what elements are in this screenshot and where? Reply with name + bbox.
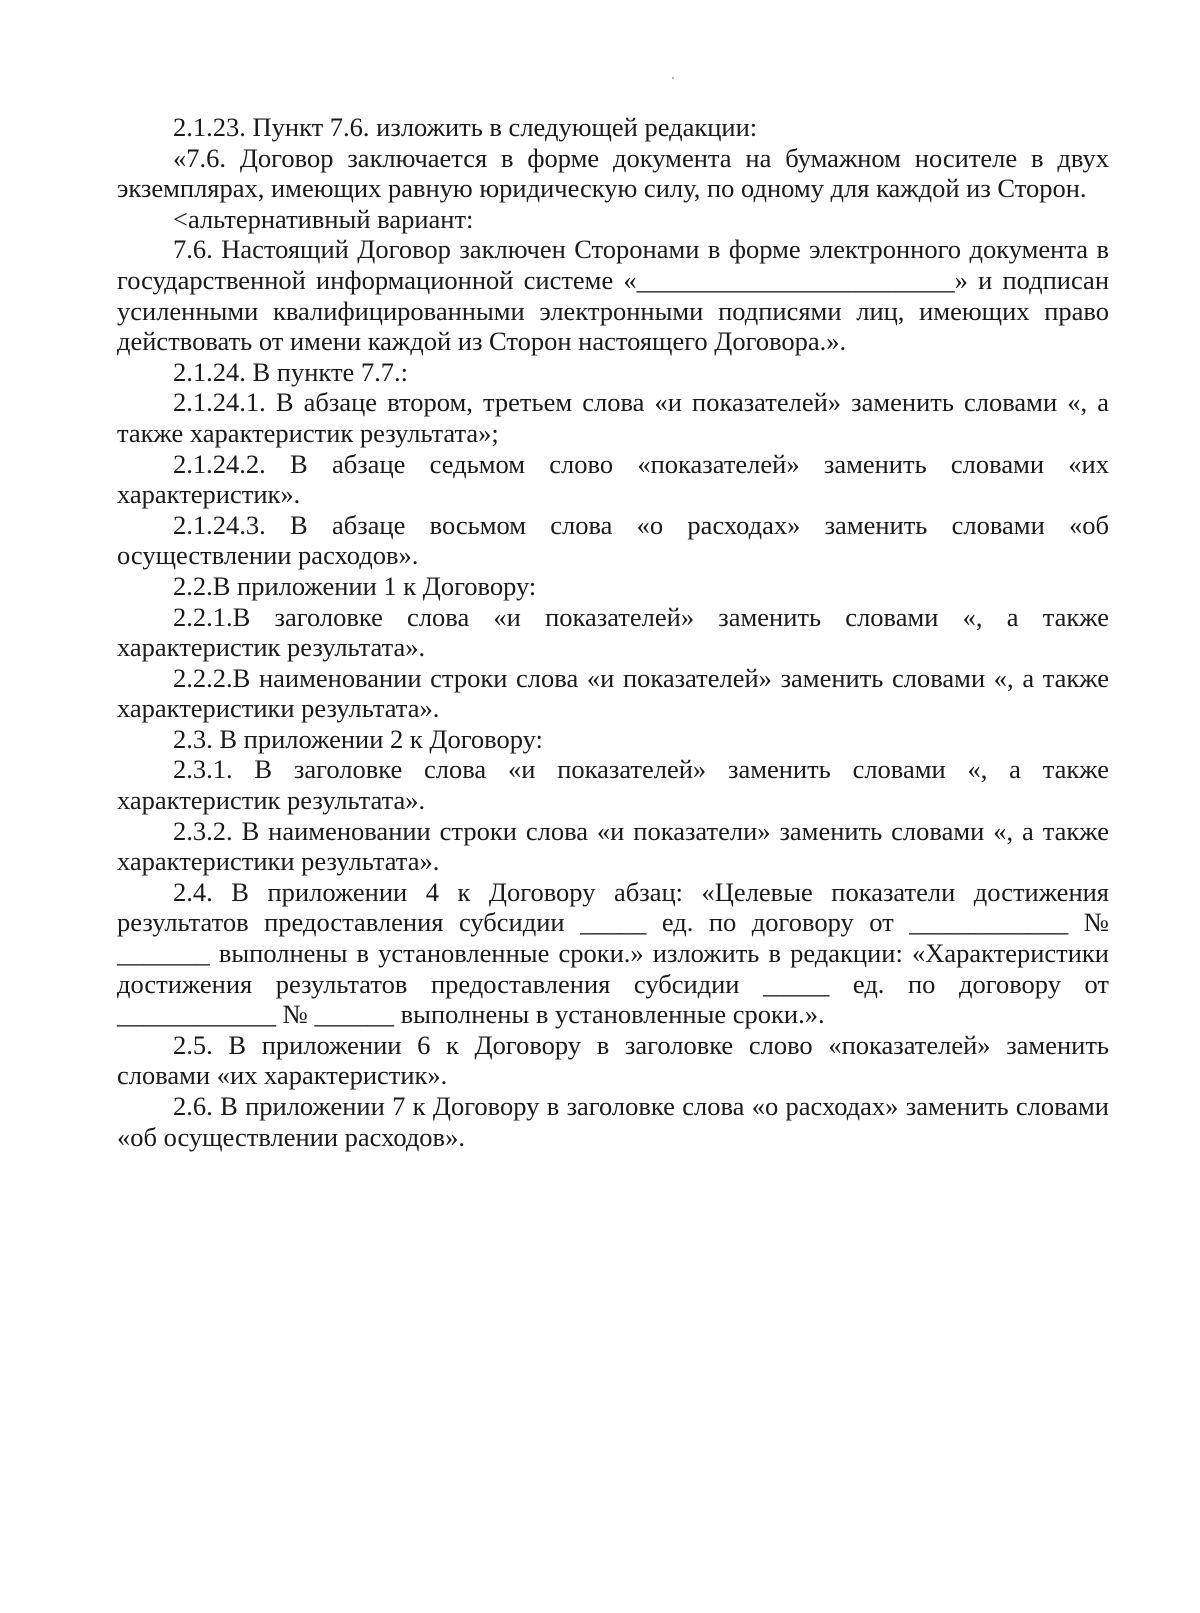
- paragraph-2-3-1: 2.3.1. В заголовке слова «и показателей» заменить словами «, а также характеристик результата».: [117, 754, 1109, 816]
- paragraph-2-2-2: 2.2.2.В наименовании строки слова «и показателей» заменить словами «, а также характеристики результата».: [117, 662, 1109, 724]
- paragraph-2-3: 2.3. В приложении 2 к Договору:: [173, 723, 543, 754]
- paragraph-2-5: 2.5. В приложении 6 к Договору в заголовке слово «показателей» заменить словами «их характеристик».: [117, 1029, 1109, 1091]
- paragraph-2-4: 2.4. В приложении 4 к Договору абзац: «Целевые показатели достижения результатов предоставления субсидии _____ ед. по договору от ____________ № _______ выполнены в установленные сроки.» изложить в редакции: «Характеристики достижения результатов предоставления субсидии _____ ед. по договору от ____________ № ______ выполнены в установленные сроки.».: [117, 876, 1109, 1030]
- paragraph-2-1-24-2: 2.1.24.2. В абзаце седьмом слово «показателей» заменить словами «их характеристик».: [117, 448, 1109, 510]
- paragraph-7-6-paper: «7.6. Договор заключается в форме документа на бумажном носителе в двух экземплярах, имеющих равную юридическую силу, по одному для каждой из Сторон.: [117, 142, 1109, 204]
- document-body: [117, 112, 1109, 1152]
- paragraph-2-2: 2.2.В приложении 1 к Договору:: [173, 570, 537, 601]
- paragraph-2-3-2: 2.3.2. В наименовании строки слова «и показатели» заменить словами «, а также характеристики результата».: [117, 815, 1109, 877]
- paragraph-2-1-24-3: 2.1.24.3. В абзаце восьмом слова «о расходах» заменить словами «об осуществлении расходов».: [117, 509, 1109, 571]
- paragraph-alternative-label: <альтернативный вариант:: [173, 203, 474, 234]
- paragraph-2-1-23: 2.1.23. Пункт 7.6. изложить в следующей редакции:: [173, 112, 758, 142]
- paragraph-2-1-24-1: 2.1.24.1. В абзаце втором, третьем слова «и показателей» заменить словами «, а также характеристик результата»;: [117, 387, 1109, 448]
- paragraph-7-6-electronic: 7.6. Настоящий Договор заключен Сторонами в форме электронного документа в государственной информационной системе «________________________» и подписан усиленными квалифицированными электронными подписями лиц, имеющих право действовать от имени каждой из Сторон настоящего Договора.».: [117, 234, 1109, 357]
- scan-speck: [672, 77, 674, 79]
- paragraph-2-6: 2.6. В приложении 7 к Договору в заголовке слова «о расходах» заменить словами «об осуществлении расходов».: [117, 1091, 1109, 1152]
- paragraph-2-2-1: 2.2.1.В заголовке слова «и показателей» заменить словами «, а также характеристик результата».: [117, 601, 1109, 663]
- paragraph-2-1-24: 2.1.24. В пункте 7.7.:: [173, 356, 409, 387]
